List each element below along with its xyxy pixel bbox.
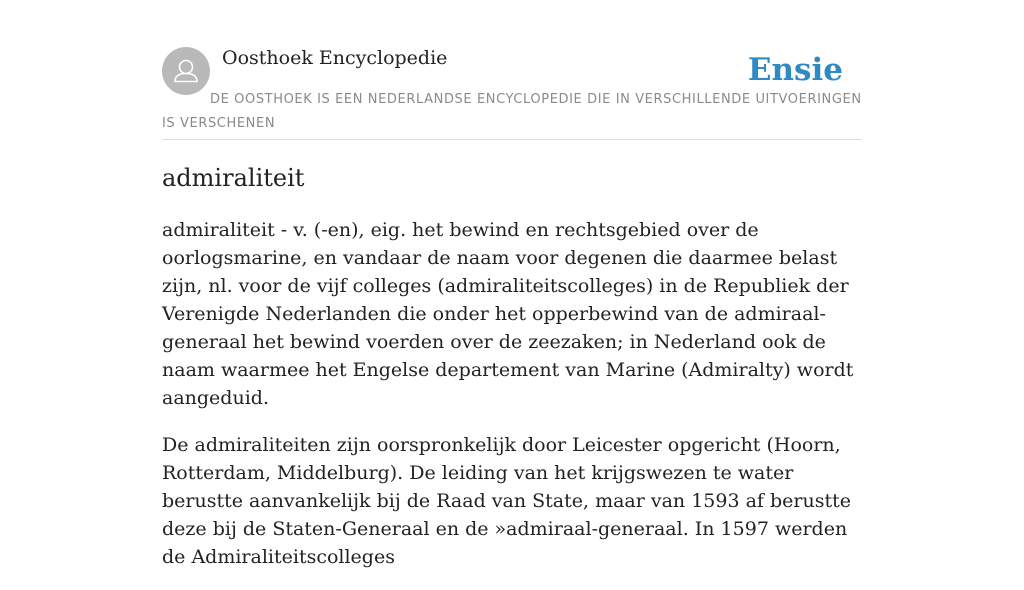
entry-body bbox=[162, 216, 862, 590]
header-divider bbox=[162, 139, 862, 140]
entry-paragraph: admiraliteit - v. (-en), eig. het bewind en rechtsgebied over de oorlogsmarine, en vandaar de naam voor degenen die daarmee belast zijn, nl. voor de vijf colleges (admiraliteitscolleges) in de Republiek der Verenigde Nederlanden die onder het opperbewind van de admiraal-generaal het bewind voerden over de zeezaken; in Nederland ook de naam waarmee het Engelse departement van Marine (Admiralty) wordt aangeduid. bbox=[162, 219, 854, 409]
brand-logo[interactable]: Ensie bbox=[747, 52, 843, 88]
source-description: DE OOSTHOEK IS EEN NEDERLANDSE ENCYCLOPEDIE DIE IN VERSCHILLENDE UITVOERINGEN IS VERSCHENEN bbox=[162, 92, 862, 131]
source-title[interactable]: Oosthoek Encyclopedie bbox=[222, 47, 448, 69]
entry-title: admiraliteit bbox=[162, 164, 305, 192]
entry-paragraph: De admiraliteiten zijn oorspronkelijk door Leicester opgericht (Hoorn, Rotterdam, Middelburg). De leiding van het krijgswezen te water berustte aanvankelijk bij de Raad van State, maar van 1593 af berustte deze bij de Staten-Generaal en de »admiraal-generaal. In 1597 werden de Admiraliteitscolleges bbox=[162, 434, 851, 568]
